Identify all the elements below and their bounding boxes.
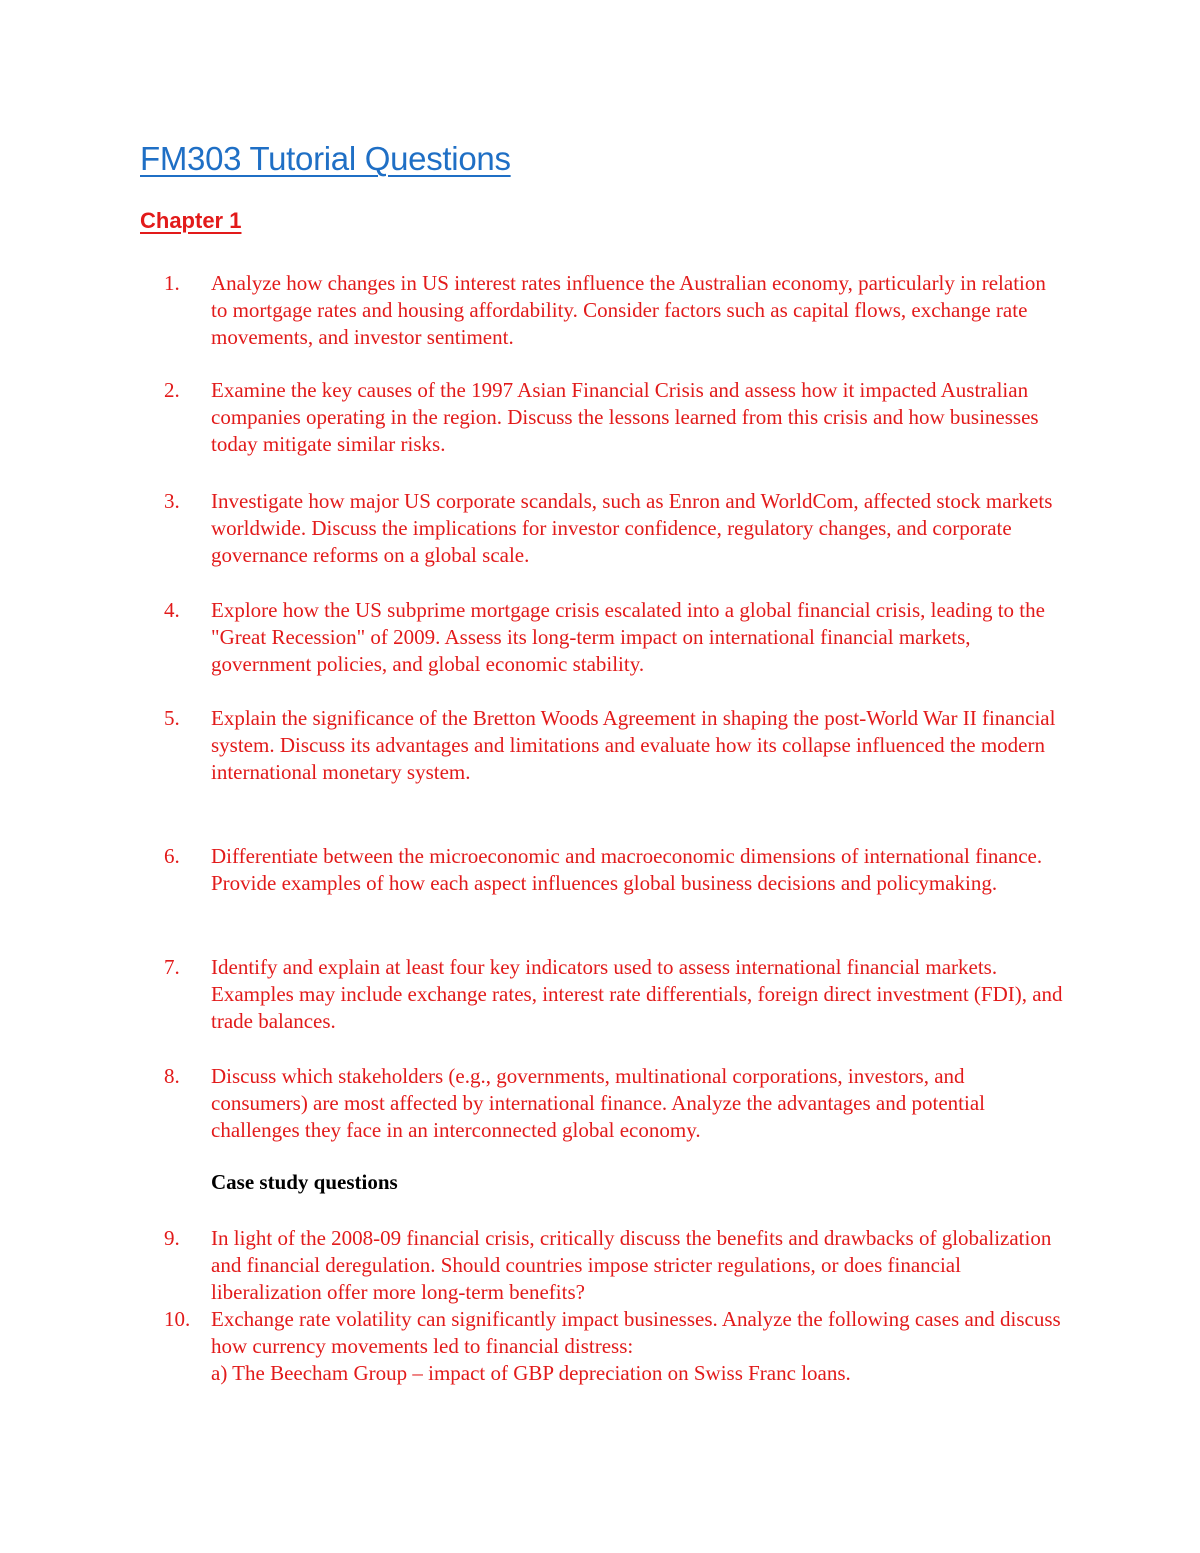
question-number: 10. bbox=[164, 1307, 191, 1331]
question-text: Analyze how changes in US interest rates influence the Australian economy, particularly in relation to mortgage rates and housing affordability. Consider factors such as capital flows, exchange rate movements, and investor sentiment. bbox=[211, 271, 1046, 349]
question-item bbox=[164, 843, 1064, 897]
question-number: 7. bbox=[164, 955, 180, 979]
question-text: Examine the key causes of the 1997 Asian Financial Crisis and assess how it impacted Australian companies operating in the region. Discuss the lessons learned from this crisis and how businesses today mitigate similar risks. bbox=[211, 378, 1039, 456]
question-item bbox=[164, 1063, 1064, 1144]
question-item bbox=[164, 597, 1064, 678]
question-item bbox=[164, 954, 1064, 1035]
question-text: Identify and explain at least four key indicators used to assess international financial markets. Examples may include exchange rates, interest rate differentials, foreign direct investment (FDI), and trade balances. bbox=[211, 955, 1063, 1033]
question-text: Discuss which stakeholders (e.g., governments, multinational corporations, investors, and consumers) are most affected by international finance. Analyze the advantages and potential challenges they face in an interconnected global economy. bbox=[211, 1064, 985, 1142]
question-number: 4. bbox=[164, 598, 180, 622]
question-item bbox=[164, 1306, 1064, 1387]
question-item bbox=[164, 377, 1064, 458]
question-number: 5. bbox=[164, 706, 180, 730]
case-study-heading: Case study questions bbox=[211, 1170, 398, 1194]
question-number: 9. bbox=[164, 1226, 180, 1250]
question-text: In light of the 2008-09 financial crisis, critically discuss the benefits and drawbacks of globalization and financial deregulation. Should countries impose stricter regulations, or does financial liberalization offer more long-term benefits? bbox=[211, 1226, 1052, 1304]
question-text: Explain the significance of the Bretton Woods Agreement in shaping the post-World War II financial system. Discuss its advantages and limitations and evaluate how its collapse influenced the modern international monetary system. bbox=[211, 706, 1056, 784]
question-item bbox=[164, 270, 1064, 351]
chapter-heading: Chapter 1 bbox=[140, 208, 242, 233]
question-item bbox=[164, 705, 1064, 786]
question-number: 8. bbox=[164, 1064, 180, 1088]
question-text: Exchange rate volatility can significantly impact businesses. Analyze the following cases and discuss how currency movements led to financial distress: bbox=[211, 1307, 1061, 1358]
question-text: Investigate how major US corporate scandals, such as Enron and WorldCom, affected stock markets worldwide. Discuss the implications for investor confidence, regulatory changes, and corporate governance reforms on a global scale. bbox=[211, 489, 1053, 567]
question-item bbox=[164, 1225, 1064, 1306]
question-item bbox=[164, 488, 1064, 569]
question-subitem: a) The Beecham Group – impact of GBP depreciation on Swiss Franc loans. bbox=[211, 1361, 851, 1385]
question-number: 3. bbox=[164, 489, 180, 513]
question-number: 2. bbox=[164, 378, 180, 402]
question-number: 6. bbox=[164, 844, 180, 868]
question-number: 1. bbox=[164, 271, 180, 295]
question-text: Differentiate between the microeconomic and macroeconomic dimensions of international finance. Provide examples of how each aspect influences global business decisions and policymaking. bbox=[211, 844, 1043, 895]
document-title: FM303 Tutorial Questions bbox=[140, 140, 511, 177]
question-text: Explore how the US subprime mortgage crisis escalated into a global financial crisis, leading to the "Great Recession" of 2009. Assess its long-term impact on international financial markets, government policies, and global economic stability. bbox=[211, 598, 1045, 676]
